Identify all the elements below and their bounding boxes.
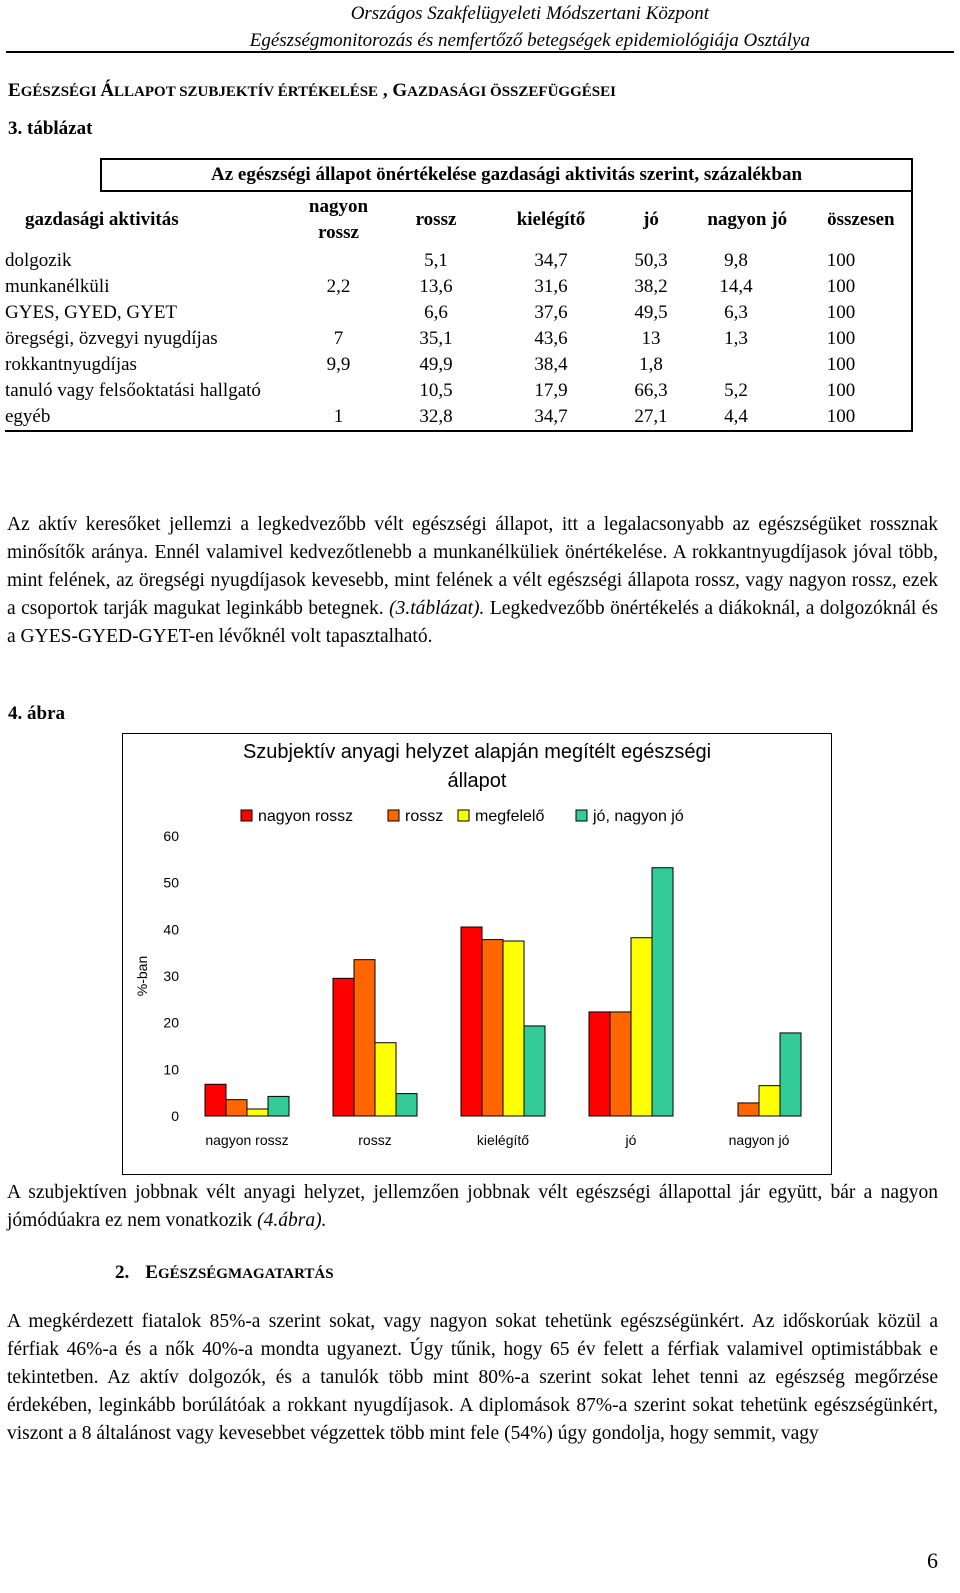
x-tick-label: nagyon rossz xyxy=(205,1132,289,1148)
x-tick-label: jó xyxy=(625,1132,637,1148)
bar xyxy=(333,978,354,1116)
x-tick-label: kielégítő xyxy=(476,1132,530,1148)
data-table xyxy=(5,158,913,432)
y-tick-label: 20 xyxy=(163,1014,179,1031)
header-department: Egészségmonitorozás és nemfertőző betegségek epidemiológiája Osztálya xyxy=(249,30,810,51)
bar xyxy=(247,1109,268,1116)
legend-label: jó, nagyon jó xyxy=(593,808,684,825)
bar xyxy=(461,927,482,1116)
y-axis-label: %-ban xyxy=(134,955,150,997)
y-tick-label: 10 xyxy=(163,1061,179,1078)
bar xyxy=(652,868,673,1116)
bar xyxy=(631,938,652,1116)
table-caption: Az egészségi állapot önértékelése gazdasági aktivitás szerint, százalékban xyxy=(101,159,912,191)
section-title: EGÉSZSÉGI ÁLLAPOT SZUBJEKTÍV ÉRTÉKELÉSE , GAZDASÁGI ÖSSZEFÜGGÉSEI xyxy=(8,80,616,101)
chart-title: Szubjektív anyagi helyzet alapján megítélt egészségi xyxy=(242,741,712,763)
figure-label: 4. ábra xyxy=(8,703,65,724)
bar xyxy=(354,960,375,1116)
column-header: rossz xyxy=(415,209,457,230)
table-row: egyéb 1 32,8 34,7 27,1 4,4 100 xyxy=(5,404,912,431)
table-row: tanuló vagy felsőoktatási hallgató 10,5 17,9 66,3 5,2 100 xyxy=(5,378,912,404)
table-row: GYES, GYED, GYET 6,6 37,6 49,5 6,3 100 xyxy=(5,300,912,326)
table-row: öregségi, özvegyi nyugdíjas 7 35,1 43,6 13 1,3 100 xyxy=(5,326,912,352)
legend-label: nagyon rossz xyxy=(258,808,354,825)
page-number: 6 xyxy=(927,1548,938,1573)
bar xyxy=(205,1084,226,1116)
column-header: jó xyxy=(643,209,659,230)
bar xyxy=(503,941,524,1116)
legend-swatch xyxy=(458,810,469,821)
x-tick-label: rossz xyxy=(358,1132,392,1148)
bar xyxy=(396,1094,417,1116)
bar xyxy=(482,940,503,1116)
legend-swatch xyxy=(241,810,252,821)
bar xyxy=(375,1043,396,1116)
bar xyxy=(226,1100,247,1116)
bar-chart xyxy=(123,734,831,1174)
legend-swatch xyxy=(388,810,399,821)
y-tick-label: 0 xyxy=(171,1108,179,1124)
table-row: rokkantnyugdíjas 9,9 49,9 38,4 1,8 100 xyxy=(5,352,912,378)
x-tick-label: nagyon jó xyxy=(728,1132,790,1148)
legend-label: rossz xyxy=(405,808,444,825)
header-institution: Országos Szakfelügyeleti Módszertani Központ xyxy=(350,3,710,24)
y-tick-label: 40 xyxy=(163,921,179,938)
y-tick-label: 60 xyxy=(163,828,179,844)
bar xyxy=(738,1103,759,1116)
column-header-pair: nagyon jó összesen xyxy=(691,191,912,248)
y-tick-label: 30 xyxy=(163,968,179,984)
chart-frame xyxy=(122,733,832,1175)
chart-title: állapot xyxy=(447,770,507,792)
paragraph-3: A megkérdezett fiatalok 85%-a szerint sokat, vagy nagyon sokat tehetünk egészségünkért. Az időskorúak közül a férfiak 46%-a és a nők 40%-a mondta ugyanezt. Úgy tűnik, hogy 65 év felett a férfiak valamivel optimistábbak e tekintetben. Az aktív dolgozók, és a tanulók több mint 80%-a szerint sokat lehet tenni az egészség megőrzése érdekében, leginkább borúlátóak a rokkant nyugdíjasok. A diplomások 87%-a szerint sokat tehetünk egészségünkért, viszont a 8 általánost vagy kevesebbet végzettek több mint fele (54%) úgy gondolja, hogy semmit, vagy xyxy=(7,1311,938,1444)
header-rule xyxy=(6,51,954,53)
column-header: nagyon rossz xyxy=(308,196,369,243)
legend-label: megfelelő xyxy=(475,808,545,825)
bar xyxy=(610,1012,631,1116)
bar xyxy=(268,1096,289,1116)
bar xyxy=(759,1086,780,1116)
paragraph-1: Az aktív keresőket jellemzi a legkedvezőbb vélt egészségi állapot, itt a legalacsonyabb az egészségüket rossznak minősítők aránya. Ennél valamivel kedvezőtlenebb a munkanélküliek önértékelése. A rokkantnyugdíjasok jóval több, mint felének, az öregségi nyugdíjasok kevesebb, mint felének a vélt egészségi állapota rossz, vagy nagyon rossz, ezek a csoportok tarják magukat leginkább betegnek. (3.táblázat). Legkedvezőbb önértékelés a diákoknál, a dolgozóknál és a GYES-GYED-GYET-en lévőknél volt tapasztalható. xyxy=(7,514,939,647)
table-header-row xyxy=(5,191,912,248)
y-tick-label: 50 xyxy=(163,874,179,891)
table-row: munkanélküli 2,2 13,6 31,6 38,2 14,4 100 xyxy=(5,274,912,300)
bar xyxy=(524,1026,545,1116)
table-label: 3. táblázat xyxy=(8,118,93,139)
section-2-title: 2. EGÉSZSÉGMAGATARTÁS xyxy=(115,1262,334,1283)
table-row: dolgozik 5,1 34,7 50,3 9,8 100 xyxy=(5,248,912,274)
page-header xyxy=(250,0,810,54)
bar xyxy=(589,1012,610,1116)
column-header: gazdasági aktivitás xyxy=(25,209,179,230)
column-header: kielégítő xyxy=(516,209,586,230)
legend-swatch xyxy=(576,810,587,821)
bar xyxy=(780,1033,801,1116)
paragraph-2: A szubjektíven jobbnak vélt anyagi helyzet, jellemzően jobbnak vélt egészségi állapottal jár együtt, bár a nagyon jómódúakra ez nem vonatkozik (4.ábra). xyxy=(7,1182,938,1231)
